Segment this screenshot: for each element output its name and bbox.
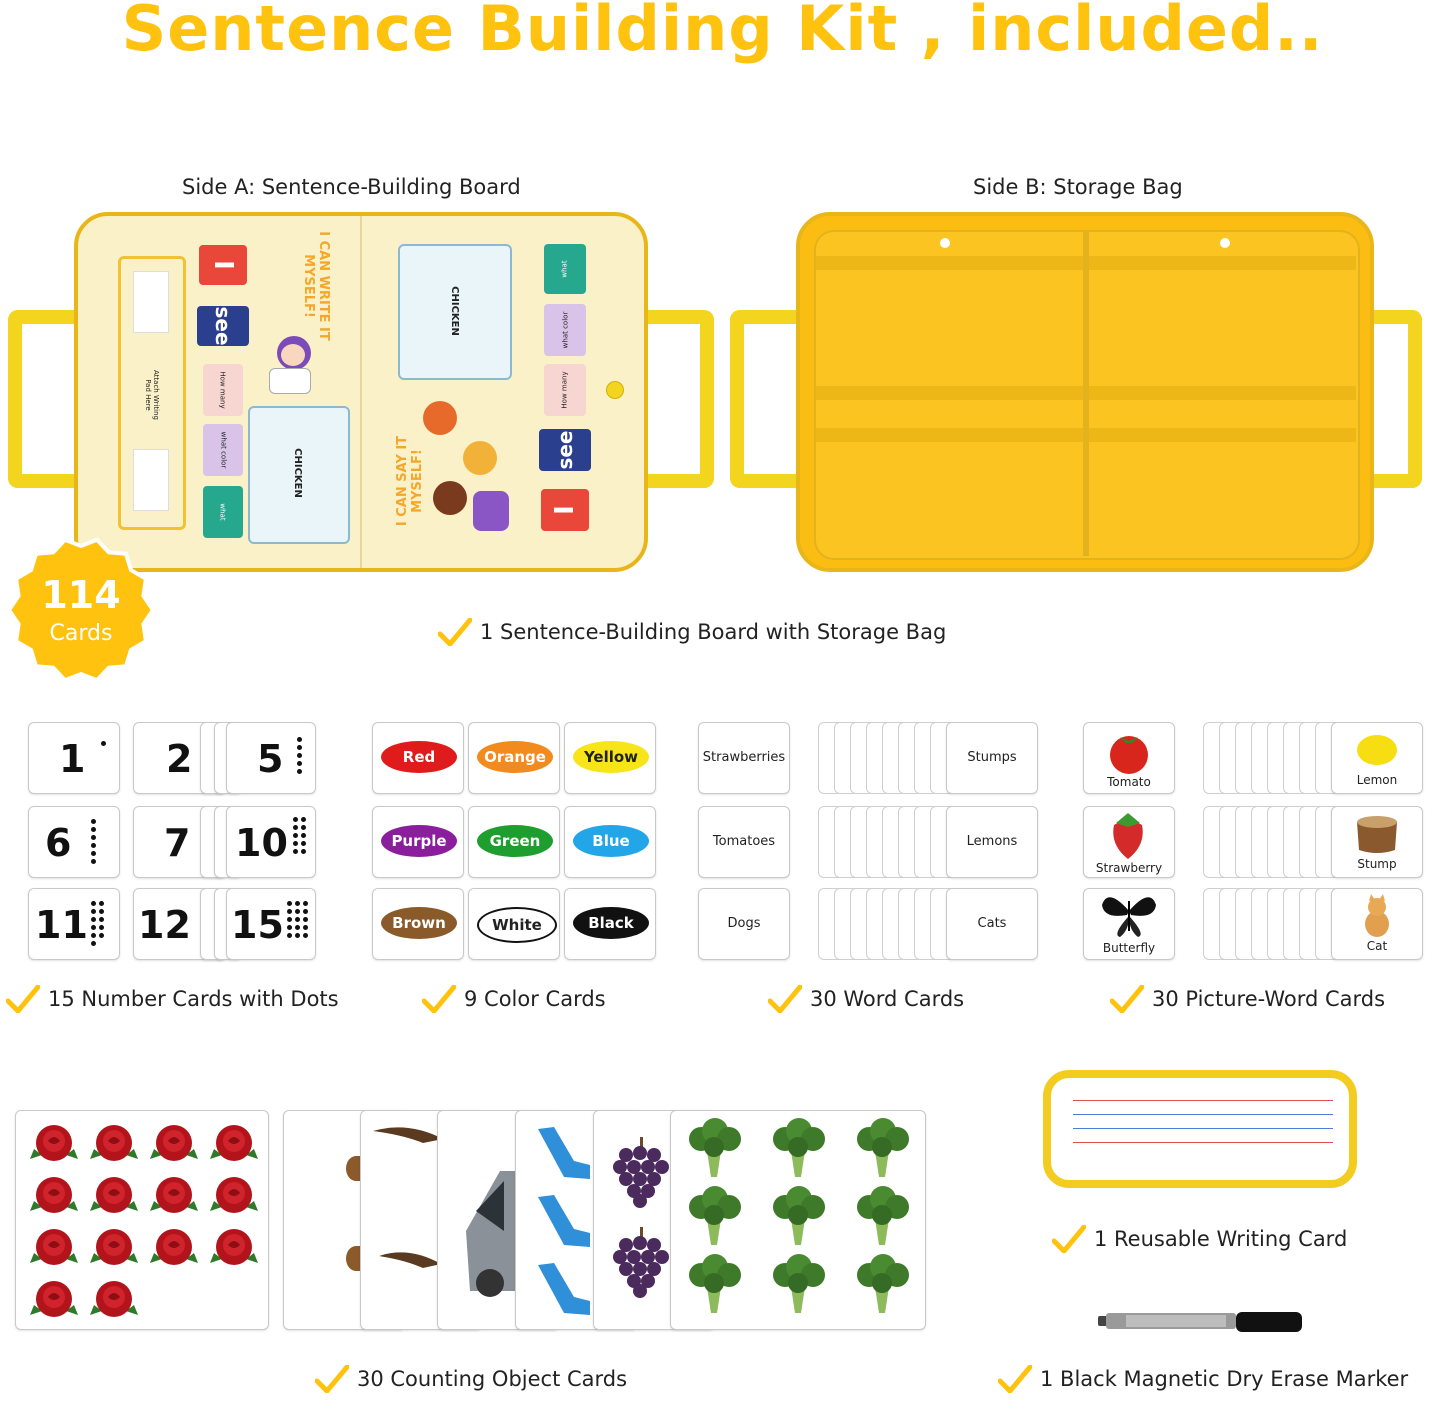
rose-icon	[28, 1275, 80, 1323]
picture-card-stack	[1203, 806, 1425, 876]
color-oval: Yellow	[573, 741, 649, 773]
picture-card	[1331, 722, 1423, 794]
word-label: Strawberries	[702, 750, 786, 765]
color-oval: White	[477, 907, 557, 943]
color-card	[468, 888, 560, 960]
counting-caption	[315, 1365, 627, 1393]
check-icon	[768, 985, 802, 1013]
picture-card	[1083, 806, 1175, 878]
word-card	[698, 722, 790, 794]
side-a-label: Side A: Sentence-Building Board	[182, 175, 521, 199]
word-cards-group	[698, 722, 1043, 962]
rose-icon	[88, 1275, 140, 1323]
right-handle	[640, 310, 714, 488]
board-picture-card	[248, 406, 350, 544]
colors-caption	[422, 985, 606, 1013]
girl-illustration	[263, 336, 321, 396]
car-icon	[460, 1171, 520, 1301]
rose-icon	[208, 1119, 260, 1167]
lemon-icon	[1349, 726, 1405, 772]
grommet	[1220, 238, 1230, 248]
color-card	[372, 888, 464, 960]
cat-icon	[1349, 892, 1405, 938]
word-card	[946, 722, 1038, 794]
sentence-building-board	[8, 212, 713, 577]
board-word-label: what	[218, 503, 227, 521]
rose-icon	[148, 1171, 200, 1219]
number-value: 7	[164, 821, 191, 865]
marker-icon	[1096, 1308, 1306, 1336]
word-label: Tomatoes	[712, 834, 776, 849]
word-card	[698, 888, 790, 960]
board-word-tile	[203, 486, 243, 538]
picture-label: Lemon	[1356, 773, 1398, 787]
dots-icon	[91, 819, 96, 864]
color-oval: Brown	[381, 907, 457, 939]
broccoli-icon	[683, 1253, 745, 1315]
picture-card-word: CHICKEN	[292, 448, 304, 498]
picture-card-stack	[1203, 888, 1425, 958]
picture-card	[1331, 888, 1423, 960]
board-word-label: what	[560, 260, 569, 278]
color-card	[564, 888, 656, 960]
word-card-stack	[818, 722, 1040, 792]
words-caption	[768, 985, 964, 1013]
board-surface	[74, 212, 648, 572]
rose-icon	[208, 1223, 260, 1271]
number-card	[28, 722, 120, 794]
picture-cards-group	[1083, 722, 1428, 962]
eagle-icon	[379, 1246, 441, 1286]
number-value: 12	[138, 903, 191, 947]
side-b-label: Side B: Storage Bag	[973, 175, 1183, 199]
word-card-stack	[818, 806, 1040, 876]
broccoli-icon	[767, 1185, 829, 1247]
board-word-label: How many	[219, 371, 227, 409]
board-caption	[438, 618, 946, 646]
word-label: Stumps	[967, 750, 1017, 765]
writing-pad-slot	[118, 256, 186, 530]
left-handle	[8, 310, 82, 488]
eagle-icon	[373, 1121, 443, 1161]
word-card	[698, 806, 790, 878]
caption-text: 1 Black Magnetic Dry Erase Marker	[1040, 1367, 1409, 1391]
picture-card-stack	[1203, 722, 1425, 792]
board-word-label: what color	[218, 431, 227, 469]
caption-text: 9 Color Cards	[464, 987, 606, 1011]
board-word-tile: I	[199, 245, 247, 285]
pictures-caption	[1110, 985, 1385, 1013]
number-value: 10	[235, 821, 288, 865]
word-label: Lemons	[966, 834, 1018, 849]
check-icon	[438, 618, 472, 646]
picture-label: Butterfly	[1102, 941, 1156, 955]
color-card	[468, 722, 560, 794]
color-card	[564, 806, 656, 878]
rose-icon	[88, 1171, 140, 1219]
writing-line	[1073, 1100, 1333, 1101]
color-card	[372, 722, 464, 794]
word-label: Dogs	[727, 916, 761, 931]
color-oval: Black	[573, 907, 649, 939]
writing-card	[1043, 1070, 1357, 1188]
butterfly-icon	[1098, 891, 1160, 941]
rose-icon	[88, 1119, 140, 1167]
color-card	[564, 722, 656, 794]
board-word-tile	[203, 424, 243, 476]
number-value: 1	[59, 737, 86, 781]
broccoli-icon	[767, 1117, 829, 1179]
board-word-label: How many	[561, 371, 569, 409]
badge-label: Cards	[49, 621, 113, 646]
broccoli-icon	[851, 1185, 913, 1247]
dots-icon	[287, 901, 308, 938]
color-oval: Purple	[381, 825, 457, 857]
caption-text: 15 Number Cards with Dots	[48, 987, 339, 1011]
number-card	[28, 888, 120, 960]
dots-icon	[293, 817, 306, 854]
board-word-label: what color	[560, 311, 569, 349]
counting-card-roses	[15, 1110, 269, 1330]
dots-icon	[91, 901, 104, 946]
word-card	[946, 888, 1038, 960]
caption-text: 1 Reusable Writing Card	[1094, 1227, 1348, 1251]
check-icon	[1110, 985, 1144, 1013]
number-cards-group	[28, 722, 328, 962]
rose-icon	[148, 1223, 200, 1271]
pocket-divider	[1083, 230, 1089, 556]
rose-icon	[88, 1223, 140, 1271]
broccoli-icon	[851, 1253, 913, 1315]
caption-text: 30 Picture-Word Cards	[1152, 987, 1386, 1011]
page-title: Sentence Building Kit , included..	[121, 0, 1324, 65]
picture-label: Strawberry	[1095, 861, 1163, 875]
number-card	[226, 806, 316, 878]
number-card	[28, 806, 120, 878]
bag-surface	[796, 212, 1374, 572]
board-word-tile: see	[539, 429, 591, 471]
color-oval: Red	[381, 741, 457, 773]
board-word-tile	[544, 244, 586, 294]
tomato-icon	[1104, 727, 1154, 775]
picture-label: Cat	[1366, 939, 1388, 953]
rose-icon	[28, 1171, 80, 1219]
marker-caption	[998, 1365, 1408, 1393]
picture-card	[1083, 722, 1175, 794]
writing-line	[1073, 1128, 1333, 1129]
left-handle	[730, 310, 804, 488]
grapes-icon	[612, 1135, 672, 1325]
word-card-stack	[818, 888, 1040, 958]
number-value: 15	[231, 903, 284, 947]
numbers-caption	[6, 985, 339, 1013]
check-icon	[315, 1365, 349, 1393]
color-card	[372, 806, 464, 878]
number-value: 11	[35, 903, 88, 947]
number-value: 6	[45, 821, 72, 865]
broccoli-icon	[683, 1185, 745, 1247]
check-icon	[1052, 1225, 1086, 1253]
check-icon	[422, 985, 456, 1013]
kids-illustration	[413, 391, 523, 541]
board-heading-write: I CAN WRITE IT MYSELF!	[301, 231, 331, 341]
sock-icon	[534, 1125, 596, 1325]
broccoli-icon	[851, 1117, 913, 1179]
rose-icon	[208, 1171, 260, 1219]
check-icon	[6, 985, 40, 1013]
word-label: Cats	[977, 916, 1007, 931]
board-picture-card	[398, 244, 512, 380]
color-oval: Green	[477, 825, 553, 857]
dots-icon	[297, 737, 302, 774]
stump-icon	[1349, 810, 1405, 856]
picture-card	[1331, 806, 1423, 878]
board-word-tile	[544, 304, 586, 356]
broccoli-icon	[767, 1253, 829, 1315]
picture-label: Tomato	[1107, 775, 1151, 789]
number-value: 5	[257, 737, 284, 781]
strawberry-icon	[1102, 809, 1154, 861]
storage-bag	[730, 212, 1440, 577]
board-word-tile	[203, 364, 243, 416]
board-word-tile	[544, 364, 586, 416]
caption-text: 30 Word Cards	[810, 987, 965, 1011]
caption-text: 1 Sentence-Building Board with Storage Bag	[480, 620, 947, 644]
number-value: 2	[166, 737, 193, 781]
counting-card-broccoli	[670, 1110, 926, 1330]
rose-icon	[28, 1119, 80, 1167]
writing-pad-label: Attach Writing Pad Here	[144, 370, 160, 420]
writing-line	[1073, 1142, 1333, 1143]
number-card	[226, 722, 316, 794]
board-word-tile: I	[541, 489, 589, 531]
color-oval: Orange	[477, 741, 553, 773]
writing-line	[1073, 1114, 1333, 1115]
rose-icon	[148, 1119, 200, 1167]
badge-number: 114	[41, 573, 121, 617]
card-count-badge	[6, 535, 156, 685]
picture-label: Stump	[1357, 857, 1397, 871]
rose-icon	[28, 1223, 80, 1271]
picture-card	[1083, 888, 1175, 960]
caption-text: 30 Counting Object Cards	[357, 1367, 628, 1391]
number-card	[226, 888, 316, 960]
check-icon	[998, 1365, 1032, 1393]
board-heading-say: I CAN SAY IT MYSELF!	[395, 435, 425, 527]
dots-icon	[101, 741, 106, 746]
color-card	[468, 806, 560, 878]
color-cards-group	[372, 722, 657, 962]
grommet	[940, 238, 950, 248]
broccoli-icon	[683, 1117, 745, 1179]
board-word-tile: see	[197, 306, 249, 346]
snap-button	[606, 381, 624, 399]
color-oval: Blue	[573, 825, 649, 857]
word-card	[946, 806, 1038, 878]
writing-card-caption	[1052, 1225, 1347, 1253]
picture-card-word: CHICKEN	[449, 286, 461, 336]
